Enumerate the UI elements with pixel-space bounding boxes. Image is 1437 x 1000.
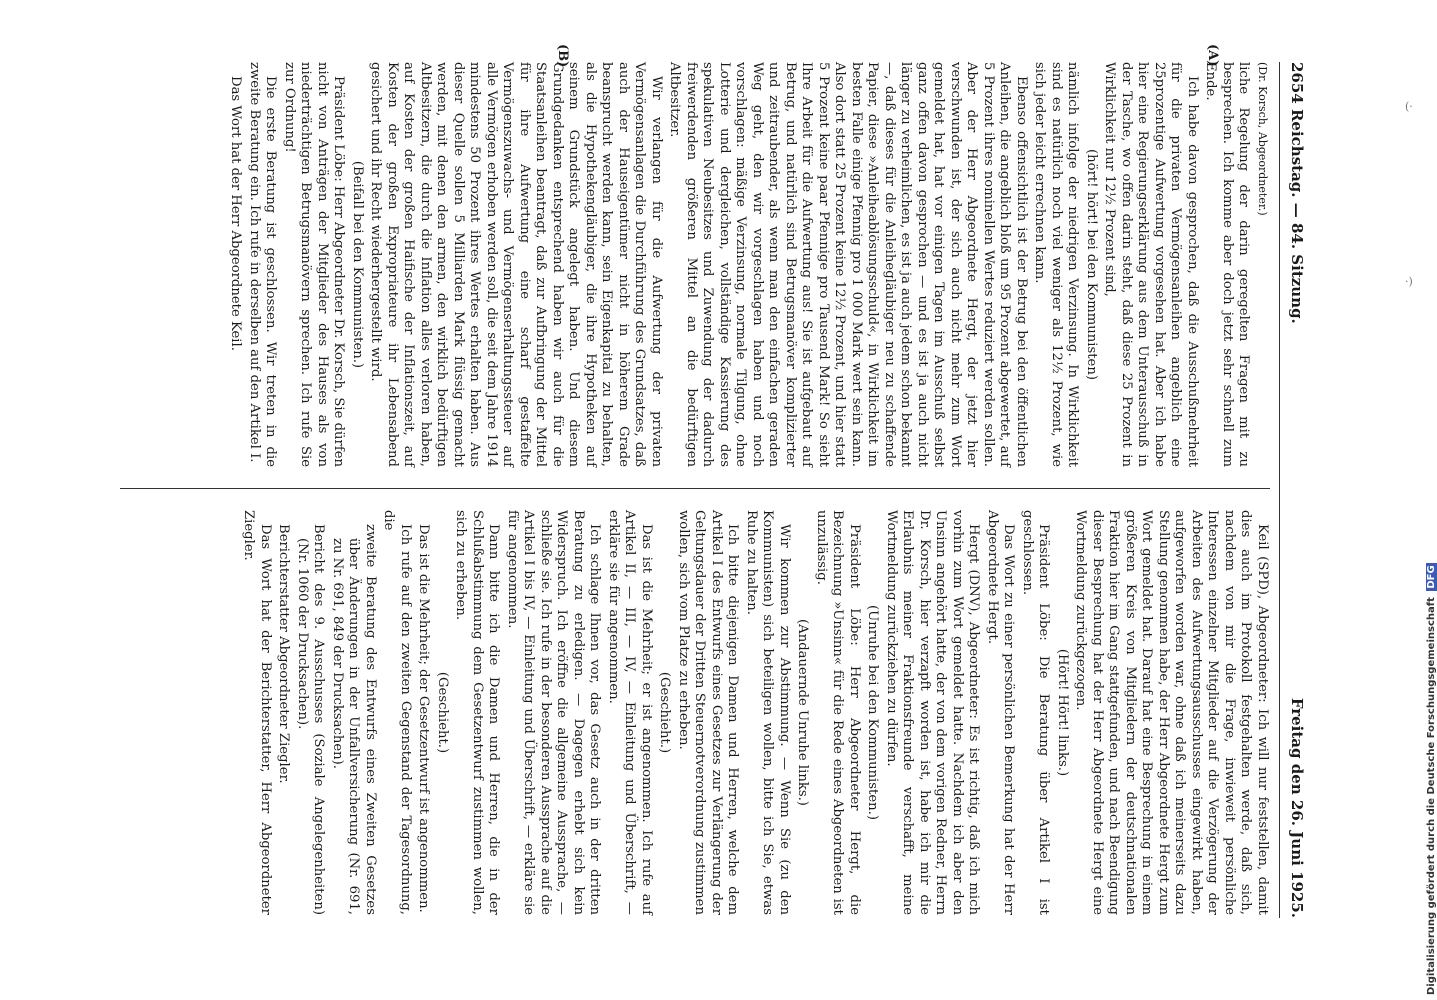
paragraph: Präsident Löbe: Die Beratung über Artikel I ist geschlossen. <box>1020 510 1052 915</box>
paragraph: Keil (SPD), Abgeordneter: Ich will nur feststellen, damit dies auch im Protokoll festgehalten werde, daß sich, nachdem von mir die Frage, inwieweit persönliche Interessen einzelner Mitglieder auf die Verzögerung der Arbeiten des Aufwertungsausschusses eingewirkt haben, aufgeworfen worden war, ohne daß ich meinerseits dazu Stellung genommen habe, der Herr Abgeordnete Hergt zum Wort gemeldet hat. Darauf hat eine Besprechung in einem größeren Kreis von Mitgliedern der deutschnationalen Fraktion hier im Gang stattgefunden, und nach Beendigung dieser Besprechung hat der Herr Abgeordnete Hergt eine Wortmeldung zurückgezogen. <box>1073 510 1270 915</box>
paragraph: Das Wort hat der Berichterstatter, Herr Abgeordneter Ziegler. <box>241 510 273 915</box>
scan-mark-icon: (· <box>1405 100 1413 113</box>
paragraph: Dann bitte ich die Damen und Herren, die in der Schlußabstimmung dem Gesetzentwurf zustimmen wollen, sich zu erheben. <box>453 510 502 915</box>
column-divider <box>120 488 1270 489</box>
page-header <box>1282 62 1306 918</box>
interjection: (Geschieht.) <box>657 671 673 754</box>
paragraph: Präsident Löbe: Herr Abgeordneter Hergt, die Bezeichnung »Unsinn« für die Rede eines Abgeordneten ist unzulässig. <box>814 510 862 915</box>
paragraph: Hergt (DNV), Abgeordneter: Es ist richtig, daß ich mich vorhin zum Wort gemeldet hatte. Nachdem ich aber den Unsinn angehört hatte, der von dem vorigen Redner, Herrn Dr. Korsch, hier verzapft worden ist, habe ich mir die Erlaubnis meiner Fraktionsfreunde verschafft, meine Wortmeldung zurückziehen zu dürfen. <box>884 510 982 915</box>
paragraph: Ich rufe auf den zweiten Gegenstand der Tagesordnung, die <box>381 510 413 915</box>
dfg-logo: DFG <box>1426 565 1437 589</box>
paragraph: Das Wort hat der Herr Abgeordnete Keil. <box>228 76 244 351</box>
running-speaker: (Dr. Korsch, Abgeordneter.) <box>1256 62 1269 216</box>
scan-mark-icon: ·) <box>1405 275 1413 288</box>
interjection: (Beifall bei den Kommunisten.) <box>350 160 365 369</box>
agenda-item: Bericht des 9. Ausschusses (Soziale Angelegenheiten) (Nr. 1060 der Drucksachen). <box>295 524 327 915</box>
paragraph: Wir kommen zur Abstimmung. — Wenn Sie (zu den Kommunisten) sich beteiligen wollen, bitte ich Sie, etwas Ruhe zu halten. <box>744 510 792 915</box>
header-date: Freitag den 26. Juni 1925. <box>1288 697 1306 918</box>
paragraph: Wir verlangen für die Aufwertung der privaten Vermögensanlagen die Durchführung des Grundsatzes, daß auch der Hauseigentümer nicht in höherem Grade beansprucht werden kann, sein Eigenkapital zu behalten, als die Hypothekengläubiger, die ihre Hypotheken auf seinem Grundstück angelegt haben. Und diesem Grundgedanken entsprechend haben wir auch für die Staatsanleihen beantragt, daß zur Aufbringung der Mittel für ihre Aufwertung eine scharf gestaffelte Vermögenszuwachs- und Vermögenserhaltungssteuer auf alle Vermögen erhoben werden soll, die seit dem Jahre 1914 mindestens 50 Prozent ihres Wertes erhalten haben. Aus dieser Quelle sollen 5 Milliarden Mark flüssig gemacht werden, mit denen den armen, den wirklich bedürftigen Altbesitzern, die durch die Inflation alles verloren haben, auf Kosten der großen Haifische der Inflationszeit, auf Kosten der großen Expropriateure ihr Lebensabend gesichert und ihr Recht wiederhergestellt wird. <box>368 62 664 467</box>
paragraph: Berichterstatter Abgeordneter Ziegler. <box>276 524 292 784</box>
margin-mark-b: (B) <box>555 44 570 68</box>
paragraph: Das ist die Mehrheit; er ist angenommen. Ich rufe auf Artikel II, — III, — IV, — Einleitung und Überschrift, — erkläre sie für angenommen. <box>606 510 654 915</box>
column-left <box>120 44 1270 467</box>
interjection: (Unruhe bei den Kommunisten.) <box>865 605 881 820</box>
header-rule <box>1279 62 1280 918</box>
margin-mark-a: (A) <box>1205 44 1220 67</box>
paragraph: Ebenso offensichtlich ist der Betrug bei den öffentlichen Anleihen, die angeblich bloß um 95 Prozent abgewertet, auf 5 Prozent ihres nominellen Wertes reduziert werden sollen. Aber der Herr Abgeordnete Hergt, der jetzt hier verschwunden ist, der sich auch nicht mehr zum Wort gemeldet hat, hat vor einigen Tagen im Ausschuß selbst ganz offen davon gesprochen — und es ist ja auch nicht länger zu verheimlichen, es ist ja auch jedem schon bekannt —, daß dieses für die Anleihegläubiger neu zu schaffende Papier, diese »Anleiheablösungsschuld«, in Wirklichkeit im besten Falle einige Pfennig pro 1 000 Mark wert sein kann. Also dort statt 25 Prozent keine 12½ Prozent, und hier statt 5 Prozent keine paar Pfennige pro Tausend Mark! So sieht Ihre Arbeit für die Aufwertung aus! Sie ist aufgebaut auf Betrug, und natürlich sind Betrugsmanöver komplizierter und zeitraubender, als wenn man den einfachen geraden Weg geht, den wir vorgeschlagen haben und noch vorschlagen: mäßige Verzinsung, normale Tilgung, ohne Lotterie und dergleichen, vollständige Kassierung des spekulativen Neubesitzes und Zuwendung der dadurch freiwerdenden größeren Mittel an die bedürftigen Altbesitzer. <box>667 62 1029 467</box>
paragraph: Ich habe davon gesprochen, daß die Ausschußmehrheit für die privaten Vermögensanleihen angeblich eine 25prozentige Aufwertung vorgesehen hat. Aber ich habe hier eine Regierungserklärung aus dem Unterausschuß in der Tasche, wo offen darin steht, daß diese 25 Prozent in Wirklichkeit nur 12½ Prozent sind, <box>1102 62 1200 467</box>
interjection: (hört! hört! bei den Kommunisten) <box>1084 149 1099 380</box>
digitization-credit <box>1426 0 1437 995</box>
interjection: (Hört! Hört! links.) <box>1055 648 1070 777</box>
paragraph: Die erste Beratung ist geschlossen. Wir treten in die zweite Beratung ein. Ich rufe in derselben auf den Artikel I. <box>247 62 279 467</box>
interjection: (Andauernde Unruhe links.) <box>795 619 811 806</box>
paragraph: Das ist die Mehrheit; der Gesetzentwurf ist angenommen. <box>416 524 432 913</box>
paragraph: nämlich infolge der niedrigen Verzinsung. In Wirklichkeit sind es natürlich noch viel weniger als 12½ Prozent, wie sich jeder leicht errechnen kann. <box>1032 62 1081 467</box>
column-right <box>120 510 1270 915</box>
agenda-item: zweite Beratung des Entwurfs eines Zweiten Gesetzes über Änderungen in der Unfallversicherung (Nr. 691, zu Nr. 691, 849 der Drucksachen). <box>330 524 378 915</box>
credit-text: Digitalisierung gefördert durch die Deutsche Forschungsgemeinschaft <box>1426 597 1437 995</box>
paragraph: Präsident Löbe: Herr Abgeordneter Dr. Korsch, Sie dürfen nicht von Anträgen der Mitglieder des Hauses als von niederträchtigen Betrugsmanövern sprechen. Ich rufe Sie zur Ordnung! <box>282 62 347 467</box>
paragraph: Ich bitte diejenigen Damen und Herren, welche dem Artikel I des Entwurfs eines Gesetzes zur Verlängerung der Geltungsdauer der Dritten Steuernotverordnung zustimmen wollen, sich vom Platze zu erheben. <box>676 510 741 915</box>
paragraph: Ich schlage Ihnen vor, das Gesetz auch in der dritten Beratung zu erledigen. — Dagegen erhebt sich kein Widerspruch. Ich eröffne die allgemeine Aussprache, — schließe sie. Ich rufe in der besonderen Aussprache auf die Artikel I bis IV, — Einleitung und Überschrift, — erkläre sie für angenommen. <box>505 510 603 915</box>
header-left: 2654 Reichstag. — 84. Sitzung. <box>1288 62 1306 324</box>
interjection: (Geschieht.) <box>435 671 450 754</box>
page-content-rotated <box>100 40 1320 940</box>
scanned-page <box>100 40 1320 940</box>
paragraph: Das Wort zu einer persönlichen Bemerkung hat der Herr Abgeordnete Hergt. <box>985 510 1017 915</box>
paragraph: liche Regelung der darin geregelten Fragen mit zu besprechen. Ich komme aber doch jetzt sehr schnell zum Ende. <box>1203 62 1252 467</box>
